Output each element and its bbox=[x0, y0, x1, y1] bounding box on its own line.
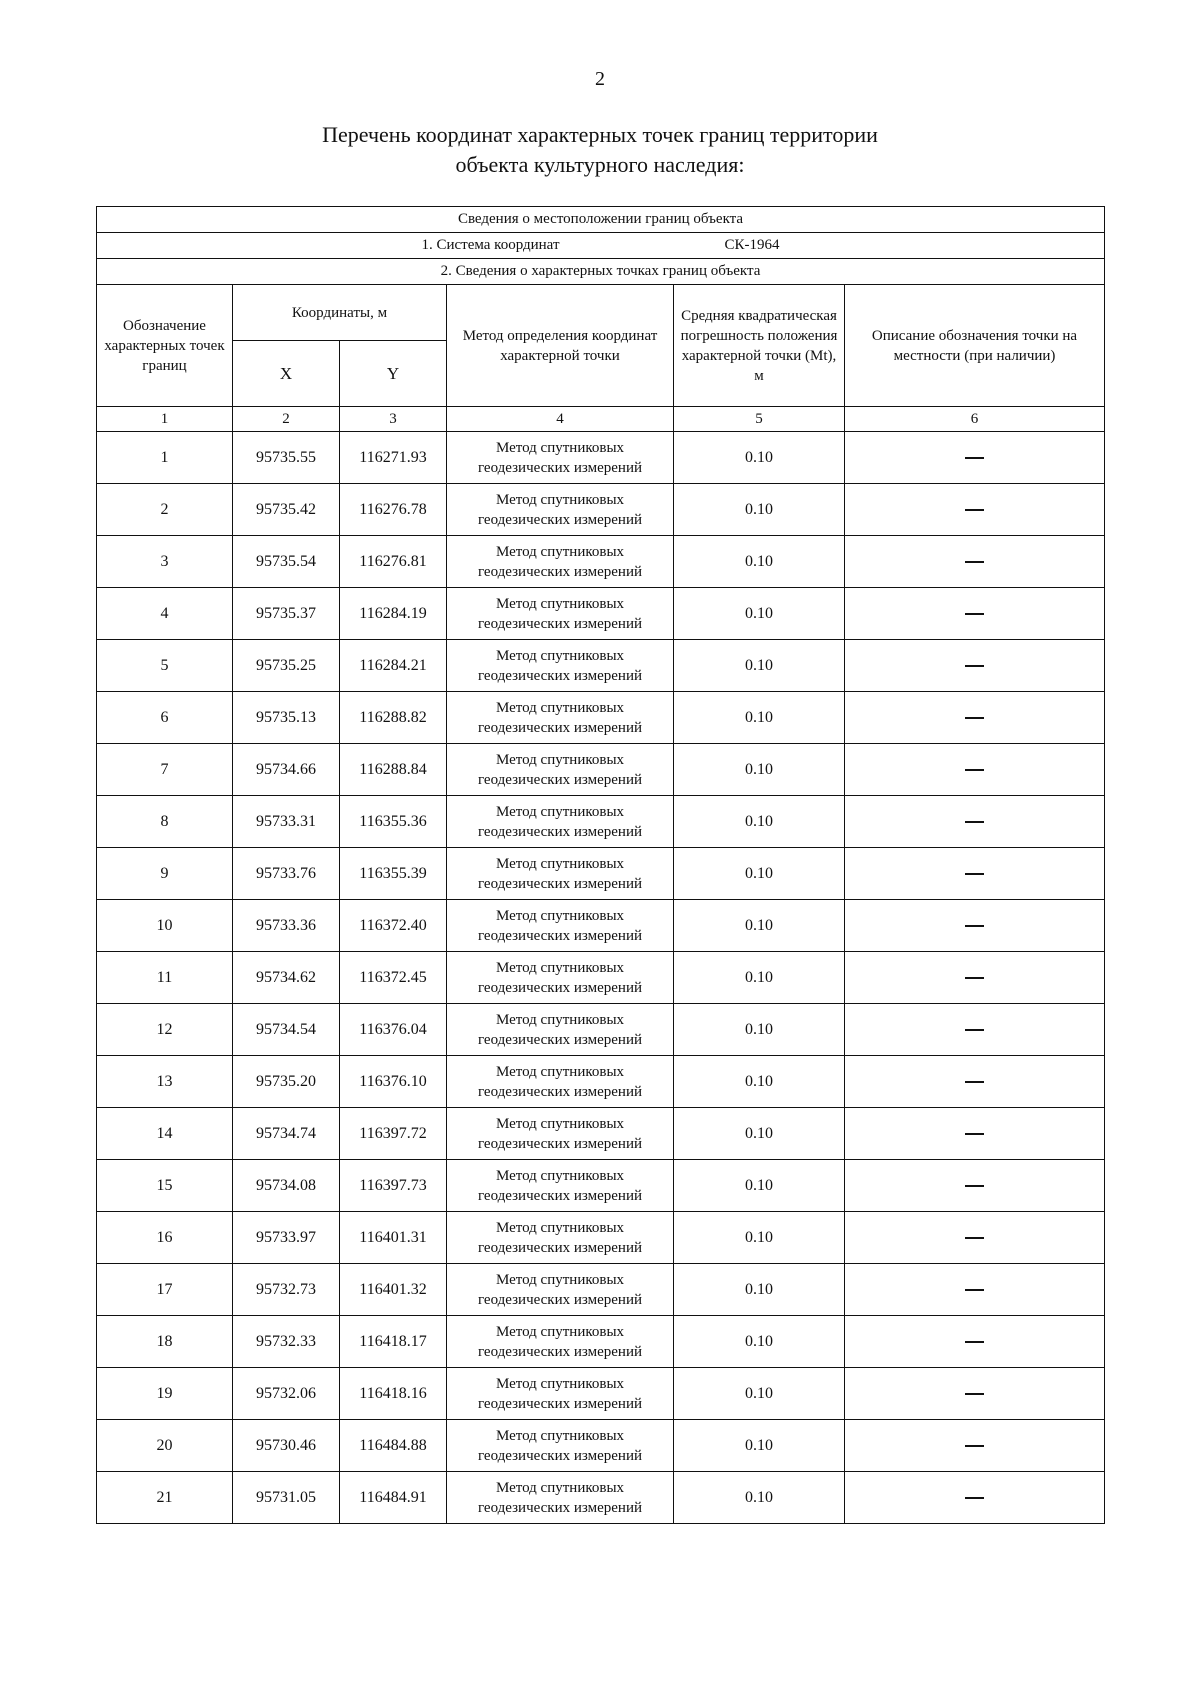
empty-dash bbox=[965, 613, 984, 615]
point-number-cell: 17 bbox=[97, 1264, 233, 1316]
column-number: 5 bbox=[674, 407, 845, 432]
method-cell: Метод спутниковых геодезических измерений bbox=[447, 640, 674, 692]
empty-dash bbox=[965, 1029, 984, 1031]
error-cell: 0.10 bbox=[674, 692, 845, 744]
point-number-cell: 6 bbox=[97, 692, 233, 744]
x-coordinate-cell: 95733.31 bbox=[233, 796, 340, 848]
table-row bbox=[97, 952, 1105, 1004]
table-row bbox=[97, 1004, 1105, 1056]
table-row bbox=[97, 796, 1105, 848]
title-line-2: объекта культурного наследия: bbox=[455, 152, 745, 177]
column-number: 6 bbox=[845, 407, 1105, 432]
empty-dash bbox=[965, 769, 984, 771]
description-cell bbox=[845, 1420, 1105, 1472]
error-cell: 0.10 bbox=[674, 796, 845, 848]
point-number-cell: 10 bbox=[97, 900, 233, 952]
x-coordinate-cell: 95732.06 bbox=[233, 1368, 340, 1420]
x-coordinate-cell: 95735.13 bbox=[233, 692, 340, 744]
column-header-y: Y bbox=[340, 341, 447, 407]
empty-dash bbox=[965, 1237, 984, 1239]
method-cell: Метод спутниковых геодезических измерений bbox=[447, 848, 674, 900]
error-cell: 0.10 bbox=[674, 1212, 845, 1264]
table-row bbox=[97, 640, 1105, 692]
x-coordinate-cell: 95733.36 bbox=[233, 900, 340, 952]
table-row bbox=[97, 1264, 1105, 1316]
column-header-error: Средняя квадратическая погрешность положения характерной точки (Mt), м bbox=[674, 285, 845, 407]
column-header-x: X bbox=[233, 341, 340, 407]
x-coordinate-cell: 95733.97 bbox=[233, 1212, 340, 1264]
error-cell: 0.10 bbox=[674, 1368, 845, 1420]
title-line-1: Перечень координат характерных точек границ территории bbox=[322, 122, 878, 147]
x-coordinate-cell: 95734.54 bbox=[233, 1004, 340, 1056]
method-cell: Метод спутниковых геодезических измерений bbox=[447, 1108, 674, 1160]
column-header-designation: Обозначение характерных точек границ bbox=[97, 285, 233, 407]
coordinate-system-value: СК-1964 bbox=[724, 237, 780, 253]
column-header-description: Описание обозначения точки на местности (при наличии) bbox=[845, 285, 1105, 407]
error-cell: 0.10 bbox=[674, 1160, 845, 1212]
point-number-cell: 11 bbox=[97, 952, 233, 1004]
column-number: 1 bbox=[97, 407, 233, 432]
table-row bbox=[97, 692, 1105, 744]
x-coordinate-cell: 95732.33 bbox=[233, 1316, 340, 1368]
table-row bbox=[97, 1108, 1105, 1160]
table-row bbox=[97, 1212, 1105, 1264]
description-cell bbox=[845, 1472, 1105, 1524]
y-coordinate-cell: 116284.19 bbox=[340, 588, 447, 640]
description-cell bbox=[845, 1264, 1105, 1316]
point-number-cell: 13 bbox=[97, 1056, 233, 1108]
table-row bbox=[97, 900, 1105, 952]
x-coordinate-cell: 95735.20 bbox=[233, 1056, 340, 1108]
point-number-cell: 4 bbox=[97, 588, 233, 640]
error-cell: 0.10 bbox=[674, 1316, 845, 1368]
description-cell bbox=[845, 1368, 1105, 1420]
error-cell: 0.10 bbox=[674, 1004, 845, 1056]
x-coordinate-cell: 95735.37 bbox=[233, 588, 340, 640]
coordinates-table bbox=[96, 206, 1105, 1524]
error-cell: 0.10 bbox=[674, 484, 845, 536]
method-cell: Метод спутниковых геодезических измерений bbox=[447, 744, 674, 796]
point-number-cell: 15 bbox=[97, 1160, 233, 1212]
description-cell bbox=[845, 744, 1105, 796]
description-cell bbox=[845, 952, 1105, 1004]
error-cell: 0.10 bbox=[674, 1420, 845, 1472]
description-cell bbox=[845, 692, 1105, 744]
point-number-cell: 21 bbox=[97, 1472, 233, 1524]
error-cell: 0.10 bbox=[674, 536, 845, 588]
method-cell: Метод спутниковых геодезических измерений bbox=[447, 1316, 674, 1368]
error-cell: 0.10 bbox=[674, 1108, 845, 1160]
empty-dash bbox=[965, 561, 984, 563]
error-cell: 0.10 bbox=[674, 432, 845, 484]
y-coordinate-cell: 116401.32 bbox=[340, 1264, 447, 1316]
method-cell: Метод спутниковых геодезических измерений bbox=[447, 796, 674, 848]
description-cell bbox=[845, 796, 1105, 848]
point-number-cell: 3 bbox=[97, 536, 233, 588]
y-coordinate-cell: 116355.39 bbox=[340, 848, 447, 900]
error-cell: 0.10 bbox=[674, 588, 845, 640]
method-cell: Метод спутниковых геодезических измерений bbox=[447, 1160, 674, 1212]
table-row bbox=[97, 536, 1105, 588]
error-cell: 0.10 bbox=[674, 952, 845, 1004]
points-header: 2. Сведения о характерных точках границ объекта bbox=[97, 259, 1105, 285]
empty-dash bbox=[965, 1289, 984, 1291]
table-row bbox=[97, 1368, 1105, 1420]
description-cell bbox=[845, 640, 1105, 692]
x-coordinate-cell: 95735.55 bbox=[233, 432, 340, 484]
y-coordinate-cell: 116397.72 bbox=[340, 1108, 447, 1160]
empty-dash bbox=[965, 925, 984, 927]
column-header-coordinates: Координаты, м bbox=[233, 285, 447, 341]
empty-dash bbox=[965, 1185, 984, 1187]
x-coordinate-cell: 95734.74 bbox=[233, 1108, 340, 1160]
coordinate-system-row bbox=[97, 233, 1105, 259]
empty-dash bbox=[965, 873, 984, 875]
error-cell: 0.10 bbox=[674, 744, 845, 796]
column-numbers-row bbox=[97, 407, 1105, 432]
empty-dash bbox=[965, 1497, 984, 1499]
x-coordinate-cell: 95730.46 bbox=[233, 1420, 340, 1472]
y-coordinate-cell: 116376.04 bbox=[340, 1004, 447, 1056]
y-coordinate-cell: 116484.88 bbox=[340, 1420, 447, 1472]
y-coordinate-cell: 116372.40 bbox=[340, 900, 447, 952]
method-cell: Метод спутниковых геодезических измерений bbox=[447, 432, 674, 484]
method-cell: Метод спутниковых геодезических измерений bbox=[447, 588, 674, 640]
point-number-cell: 7 bbox=[97, 744, 233, 796]
empty-dash bbox=[965, 457, 984, 459]
description-cell bbox=[845, 900, 1105, 952]
empty-dash bbox=[965, 665, 984, 667]
method-cell: Метод спутниковых геодезических измерений bbox=[447, 692, 674, 744]
empty-dash bbox=[965, 1341, 984, 1343]
empty-dash bbox=[965, 1445, 984, 1447]
method-cell: Метод спутниковых геодезических измерений bbox=[447, 1420, 674, 1472]
point-number-cell: 2 bbox=[97, 484, 233, 536]
description-cell bbox=[845, 432, 1105, 484]
point-number-cell: 19 bbox=[97, 1368, 233, 1420]
method-cell: Метод спутниковых геодезических измерений bbox=[447, 1212, 674, 1264]
description-cell bbox=[845, 588, 1105, 640]
method-cell: Метод спутниковых геодезических измерений bbox=[447, 536, 674, 588]
x-coordinate-cell: 95734.66 bbox=[233, 744, 340, 796]
description-cell bbox=[845, 1056, 1105, 1108]
x-coordinate-cell: 95731.05 bbox=[233, 1472, 340, 1524]
point-number-cell: 1 bbox=[97, 432, 233, 484]
method-cell: Метод спутниковых геодезических измерений bbox=[447, 1264, 674, 1316]
empty-dash bbox=[965, 509, 984, 511]
empty-dash bbox=[965, 977, 984, 979]
method-cell: Метод спутниковых геодезических измерений bbox=[447, 1368, 674, 1420]
description-cell bbox=[845, 536, 1105, 588]
y-coordinate-cell: 116288.84 bbox=[340, 744, 447, 796]
table-row bbox=[97, 1420, 1105, 1472]
description-cell bbox=[845, 1316, 1105, 1368]
point-number-cell: 16 bbox=[97, 1212, 233, 1264]
y-coordinate-cell: 116271.93 bbox=[340, 432, 447, 484]
y-coordinate-cell: 116284.21 bbox=[340, 640, 447, 692]
method-cell: Метод спутниковых геодезических измерений bbox=[447, 900, 674, 952]
description-cell bbox=[845, 1108, 1105, 1160]
x-coordinate-cell: 95734.62 bbox=[233, 952, 340, 1004]
y-coordinate-cell: 116288.82 bbox=[340, 692, 447, 744]
y-coordinate-cell: 116276.81 bbox=[340, 536, 447, 588]
y-coordinate-cell: 116401.31 bbox=[340, 1212, 447, 1264]
empty-dash bbox=[965, 821, 984, 823]
y-coordinate-cell: 116276.78 bbox=[340, 484, 447, 536]
empty-dash bbox=[965, 717, 984, 719]
point-number-cell: 9 bbox=[97, 848, 233, 900]
description-cell bbox=[845, 1004, 1105, 1056]
point-number-cell: 18 bbox=[97, 1316, 233, 1368]
table-row bbox=[97, 744, 1105, 796]
column-number: 4 bbox=[447, 407, 674, 432]
table-row bbox=[97, 588, 1105, 640]
section-header: Сведения о местоположении границ объекта bbox=[97, 207, 1105, 233]
x-coordinate-cell: 95732.73 bbox=[233, 1264, 340, 1316]
coordinate-system-label: 1. Система координат bbox=[421, 237, 560, 253]
error-cell: 0.10 bbox=[674, 900, 845, 952]
table-row bbox=[97, 1056, 1105, 1108]
column-number: 2 bbox=[233, 407, 340, 432]
x-coordinate-cell: 95735.25 bbox=[233, 640, 340, 692]
error-cell: 0.10 bbox=[674, 1264, 845, 1316]
y-coordinate-cell: 116484.91 bbox=[340, 1472, 447, 1524]
column-number: 3 bbox=[340, 407, 447, 432]
page-number: 2 bbox=[595, 68, 605, 90]
method-cell: Метод спутниковых геодезических измерений bbox=[447, 484, 674, 536]
error-cell: 0.10 bbox=[674, 1056, 845, 1108]
error-cell: 0.10 bbox=[674, 848, 845, 900]
column-header-method: Метод определения координат характерной точки bbox=[447, 285, 674, 407]
empty-dash bbox=[965, 1133, 984, 1135]
x-coordinate-cell: 95733.76 bbox=[233, 848, 340, 900]
point-number-cell: 20 bbox=[97, 1420, 233, 1472]
y-coordinate-cell: 116418.17 bbox=[340, 1316, 447, 1368]
table-row bbox=[97, 848, 1105, 900]
table-row bbox=[97, 484, 1105, 536]
y-coordinate-cell: 116355.36 bbox=[340, 796, 447, 848]
description-cell bbox=[845, 1160, 1105, 1212]
table-row bbox=[97, 1160, 1105, 1212]
y-coordinate-cell: 116397.73 bbox=[340, 1160, 447, 1212]
y-coordinate-cell: 116418.16 bbox=[340, 1368, 447, 1420]
method-cell: Метод спутниковых геодезических измерений bbox=[447, 1056, 674, 1108]
table-row bbox=[97, 1472, 1105, 1524]
description-cell bbox=[845, 1212, 1105, 1264]
y-coordinate-cell: 116376.10 bbox=[340, 1056, 447, 1108]
x-coordinate-cell: 95735.54 bbox=[233, 536, 340, 588]
table-row bbox=[97, 1316, 1105, 1368]
error-cell: 0.10 bbox=[674, 640, 845, 692]
x-coordinate-cell: 95734.08 bbox=[233, 1160, 340, 1212]
point-number-cell: 5 bbox=[97, 640, 233, 692]
method-cell: Метод спутниковых геодезических измерений bbox=[447, 1004, 674, 1056]
y-coordinate-cell: 116372.45 bbox=[340, 952, 447, 1004]
table-row bbox=[97, 432, 1105, 484]
point-number-cell: 12 bbox=[97, 1004, 233, 1056]
empty-dash bbox=[965, 1081, 984, 1083]
x-coordinate-cell: 95735.42 bbox=[233, 484, 340, 536]
method-cell: Метод спутниковых геодезических измерений bbox=[447, 1472, 674, 1524]
description-cell bbox=[845, 484, 1105, 536]
point-number-cell: 14 bbox=[97, 1108, 233, 1160]
description-cell bbox=[845, 848, 1105, 900]
point-number-cell: 8 bbox=[97, 796, 233, 848]
method-cell: Метод спутниковых геодезических измерений bbox=[447, 952, 674, 1004]
error-cell: 0.10 bbox=[674, 1472, 845, 1524]
empty-dash bbox=[965, 1393, 984, 1395]
document-title bbox=[0, 120, 1200, 180]
